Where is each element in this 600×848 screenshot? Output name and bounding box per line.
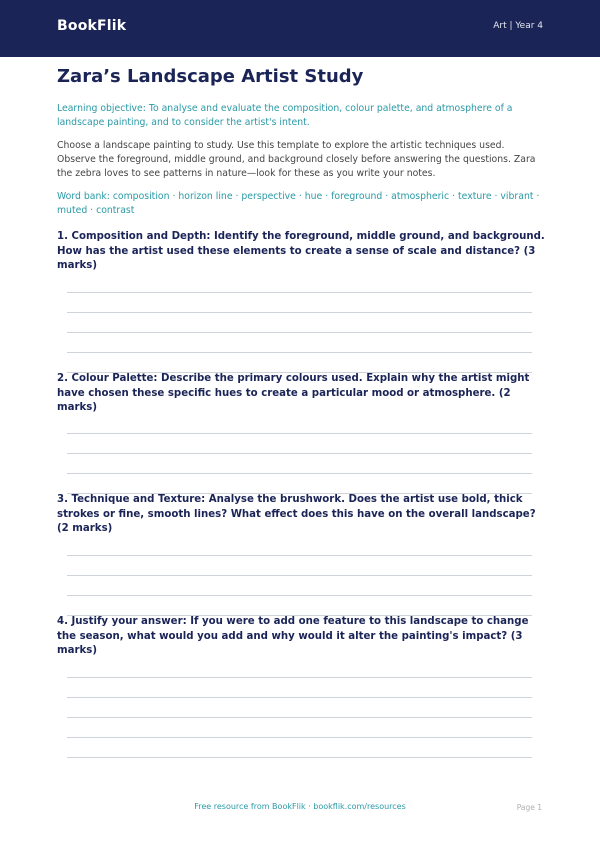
subject-year-label: Art | Year 4 [493, 21, 543, 31]
answer-line[interactable] [67, 332, 532, 333]
answer-line[interactable] [67, 453, 532, 454]
answer-line[interactable] [67, 717, 532, 718]
page-number: Page 1 [516, 803, 542, 812]
brand-logo-text: BookFlik [57, 17, 127, 34]
instructions-text: Choose a landscape painting to study. Use this template to explore the artistic techniques used. Observe the foreground, middle ground, and background closely before answering the questions. Zara the zebra loves to see patterns in nature—look for these as you write your notes. [57, 140, 536, 179]
answer-line[interactable] [67, 757, 532, 758]
answer-line[interactable] [67, 555, 532, 556]
answer-line[interactable] [67, 473, 532, 474]
answer-line[interactable] [67, 292, 532, 293]
answer-line[interactable] [67, 312, 532, 313]
learning-objective: Learning objective: To analyse and evaluate the composition, colour palette, and atmosphere of a landscape painting, and to consider the artist's intent. [57, 103, 513, 128]
answer-line[interactable] [67, 677, 532, 678]
answer-line[interactable] [67, 737, 532, 738]
page-header [0, 0, 600, 57]
question-1-text: 1. Composition and Depth: Identify the foreground, middle ground, and background. How has the artist used these elements to create a sense of scale and distance? (3 marks) [57, 231, 545, 271]
question-4-text: 4. Justify your answer: If you were to add one feature to this landscape to change the season, what would you add and why would it alter the painting's impact? (3 marks) [57, 616, 529, 656]
footer-resource-link: Free resource from BookFlik · bookflik.com/resources [194, 802, 406, 811]
question-3-text: 3. Technique and Texture: Analyse the brushwork. Does the artist use bold, thick strokes or fine, smooth lines? What effect does this have on the overall landscape? (2 marks) [57, 494, 536, 534]
question-2-text: 2. Colour Palette: Describe the primary colours used. Explain why the artist might have chosen these specific hues to create a particular mood or atmosphere. (2 marks) [57, 373, 530, 413]
word-bank: Word bank: composition · horizon line · perspective · hue · foreground · atmospheric · texture · vibrant · muted · contrast [57, 191, 540, 216]
answer-line[interactable] [67, 352, 532, 353]
answer-line[interactable] [67, 697, 532, 698]
answer-line[interactable] [67, 595, 532, 596]
question-3 [57, 493, 545, 537]
question-1 [57, 230, 545, 274]
intro-section [57, 62, 542, 218]
question-2 [57, 372, 545, 416]
answer-line[interactable] [67, 433, 532, 434]
question-4 [57, 615, 545, 659]
page-title: Zara’s Landscape Artist Study [57, 66, 364, 87]
answer-line[interactable] [67, 575, 532, 576]
